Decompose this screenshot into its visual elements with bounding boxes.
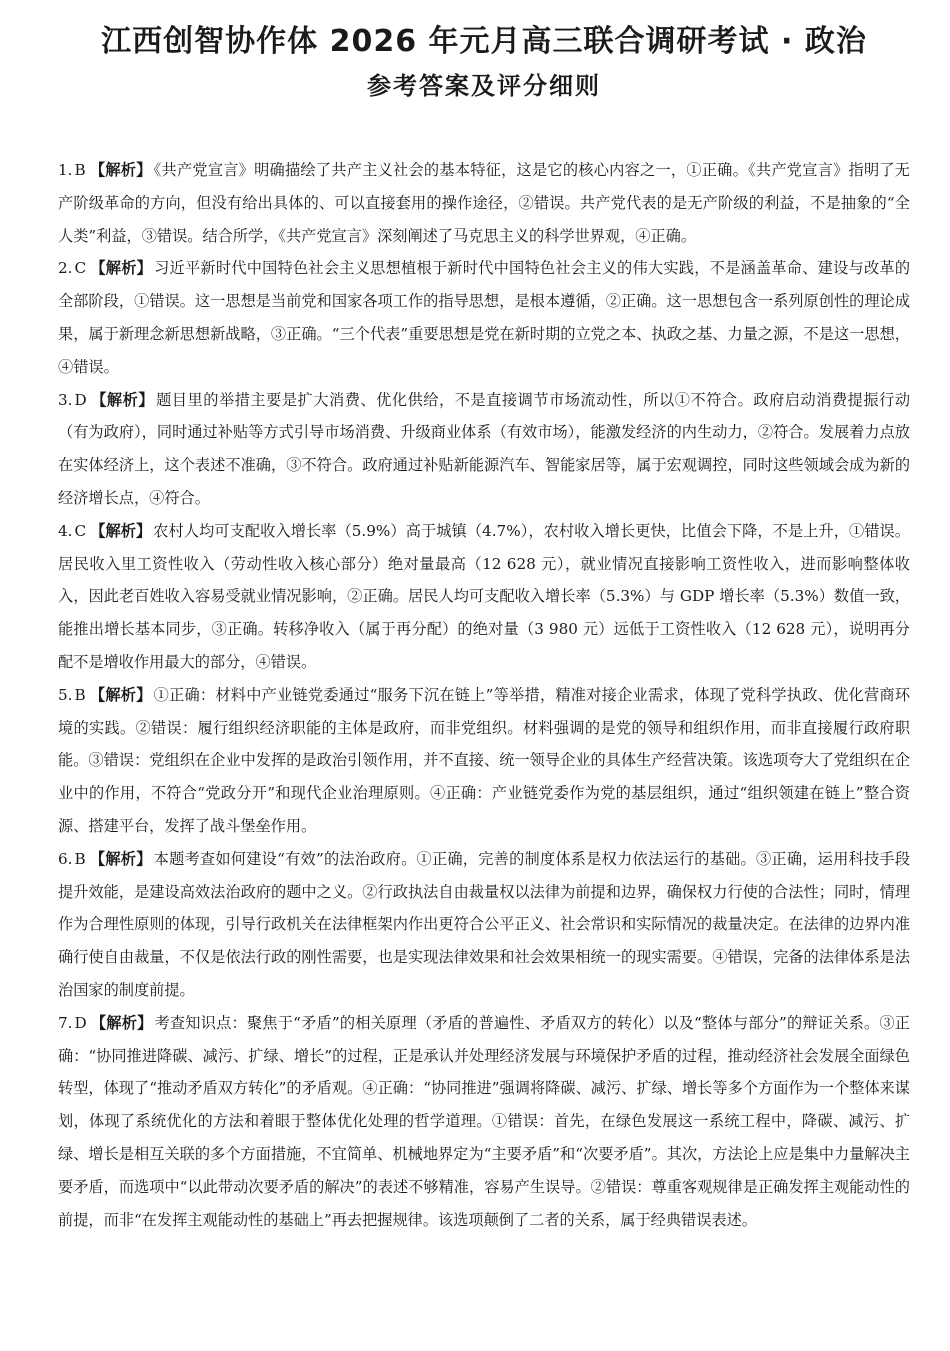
analysis-text: 本题考查如何建设“有效”的法治政府。①正确，完善的制度体系是权力依法运行的基础。③正确，运用科技手段提升效能，是建设高效法治政府的题中之义。②行政执法自由裁量权以法律为前提和边界，确保权力行使的合法性；同时，情理作为合理性原则的体现，引导行政机关在法律框架内作出更符合公平正义、社会常识和实际情况的裁量决定。在法律的边界内准确行使自由裁量，不仅是依法行政的刚性需要，也是实现法律效果和社会效果相统一的现实需要。④错误，完备的法律体系是法治国家的制度前提。 <box>58 849 911 999</box>
question-number: 3. <box>58 390 73 409</box>
page-subtitle: 参考答案及评分细则 <box>367 72 601 100</box>
analysis-tag: 【解析】 <box>89 161 152 179</box>
answer-list <box>58 154 910 1236</box>
question-number: 5. <box>58 685 73 704</box>
analysis-tag: 【解析】 <box>90 521 152 540</box>
answer-item-7 <box>58 1007 910 1237</box>
answer-letter: D <box>74 1013 87 1032</box>
answer-item-5 <box>58 679 910 843</box>
answer-item-1 <box>58 154 910 252</box>
answer-letter: C <box>74 259 87 278</box>
analysis-text: 习近平新时代中国特色社会主义思想植根于新时代中国特色社会主义的伟大实践，不是涵盖革命、建设与改革的全部阶段，①错误。这一思想是当前党和国家各项工作的指导思想，是根本遵循，②正确。这一思想包含一系列原创性的理论成果，属于新理念新思想新战略，③正确。“三个代表”重要思想是党在新时期的立党之本、执政之基、力量之源，不是这一思想，④错误。 <box>58 259 911 376</box>
answer-item-4 <box>58 515 910 679</box>
question-number: 6. <box>58 849 73 868</box>
analysis-tag: 【解析】 <box>90 1013 153 1032</box>
answer-item-2 <box>58 252 910 383</box>
answer-item-6 <box>58 843 910 1007</box>
answer-letter: B <box>74 685 86 704</box>
analysis-text: 农村人均可支配收入增长率（5.9%）高于城镇（4.7%），农村收入增长更快，比值会下降，不是上升，①错误。居民收入里工资性收入（劳动性收入核心部分）绝对量最高（12 628 元），就业情况直接影响工资性收入，进而影响整体收入，因此老百姓收入容易受就业情况影响，②正确。居民人均可支配收入增长率（5.3%）与 GDP 增长率（5.3%）数值一致，能推出增长基本同步，③正确。转移净收入（属于再分配）的绝对量（3 980 元）远低于工资性收入（12 628 元），说明再分配不是增收作用最大的部分，④错误。 <box>58 521 910 671</box>
answer-letter: C <box>74 521 87 540</box>
analysis-tag: 【解析】 <box>89 685 152 704</box>
question-number: 2. <box>58 259 73 278</box>
page-title: 江西创智协作体 2026 年元月高三联合调研考试 · 政治 <box>101 24 867 59</box>
analysis-tag: 【解析】 <box>89 849 152 868</box>
analysis-text: 题目里的举措主要是扩大消费、优化供给，不是直接调节市场流动性，所以①不符合。政府启动消费提振行动（有为政府），同时通过补贴等方式引导市场消费、升级商业体系（有效市场），能激发经济的内生动力，②符合。发展着力点放在实体经济上，这个表述不准确，③不符合。政府通过补贴新能源汽车、智能家居等，属于宏观调控，同时这些领域会成为新的经济增长点，④符合。 <box>58 390 911 507</box>
question-number: 7. <box>58 1013 73 1032</box>
answer-letter: B <box>74 161 86 179</box>
answer-item-3 <box>58 384 910 515</box>
analysis-text: 《共产党宣言》明确描绘了共产主义社会的基本特征，这是它的核心内容之一，①正确。《共产党宣言》指明了无产阶级革命的方向，但没有给出具体的、可以直接套用的操作途径，②错误。共产党代表的是无产阶级的利益，不是抽象的“全人类”利益，③错误。结合所学，《共产党宣言》深刻阐述了马克思主义的科学世界观，④正确。 <box>58 161 910 245</box>
question-number: 4. <box>58 521 73 540</box>
analysis-tag: 【解析】 <box>90 259 153 278</box>
analysis-tag: 【解析】 <box>90 390 155 409</box>
analysis-text: 考查知识点：聚焦于“矛盾”的相关原理（矛盾的普遍性、矛盾双方的转化）以及“整体与部分”的辩证关系。③正确：“协同推进降碳、减污、扩绿、增长”的过程，正是承认并处理经济发展与环境保护矛盾的过程，推动经济社会发展全面绿色转型，体现了“推动矛盾双方转化”的矛盾观。④正确：“协同推进”强调将降碳、减污、扩绿、增长等多个方面作为一个整体来谋划，体现了系统优化的方法和着眼于整体优化处理的哲学道理。①错误：首先，在绿色发展这一系统工程中，降碳、减污、扩绿、增长是相互关联的多个方面措施，不宜简单、机械地界定为“主要矛盾”和“次要矛盾”。其次，方法论上应是集中力量解决主要矛盾，而选项中“以此带动次要矛盾的解决”的表述不够精准，容易产生误导。②错误：尊重客观规律是正确发挥主观能动性的前提，而非“在发挥主观能动性的基础上”再去把握规律。该选项颠倒了二者的关系，属于经典错误表述。 <box>58 1013 910 1229</box>
answer-letter: B <box>74 849 86 868</box>
question-number: 1. <box>58 161 73 179</box>
analysis-text: ①正确：材料中产业链党委通过“服务下沉在链上”等举措，精准对接企业需求，体现了党科学执政、优化营商环境的实践。②错误：履行组织经济职能的主体是政府，而非党组织。材料强调的是党的领导和组织作用，而非直接履行政府职能。③错误：党组织在企业中发挥的是政治引领作用，并不直接、统一领导企业的具体生产经营决策。该选项夸大了党组织在企业中的作用，不符合“党政分开”和现代企业治理原则。④正确：产业链党委作为党的基层组织，通过“组织领建在链上”整合资源、搭建平台，发挥了战斗堡垒作用。 <box>58 685 911 835</box>
answer-letter: D <box>74 390 87 409</box>
